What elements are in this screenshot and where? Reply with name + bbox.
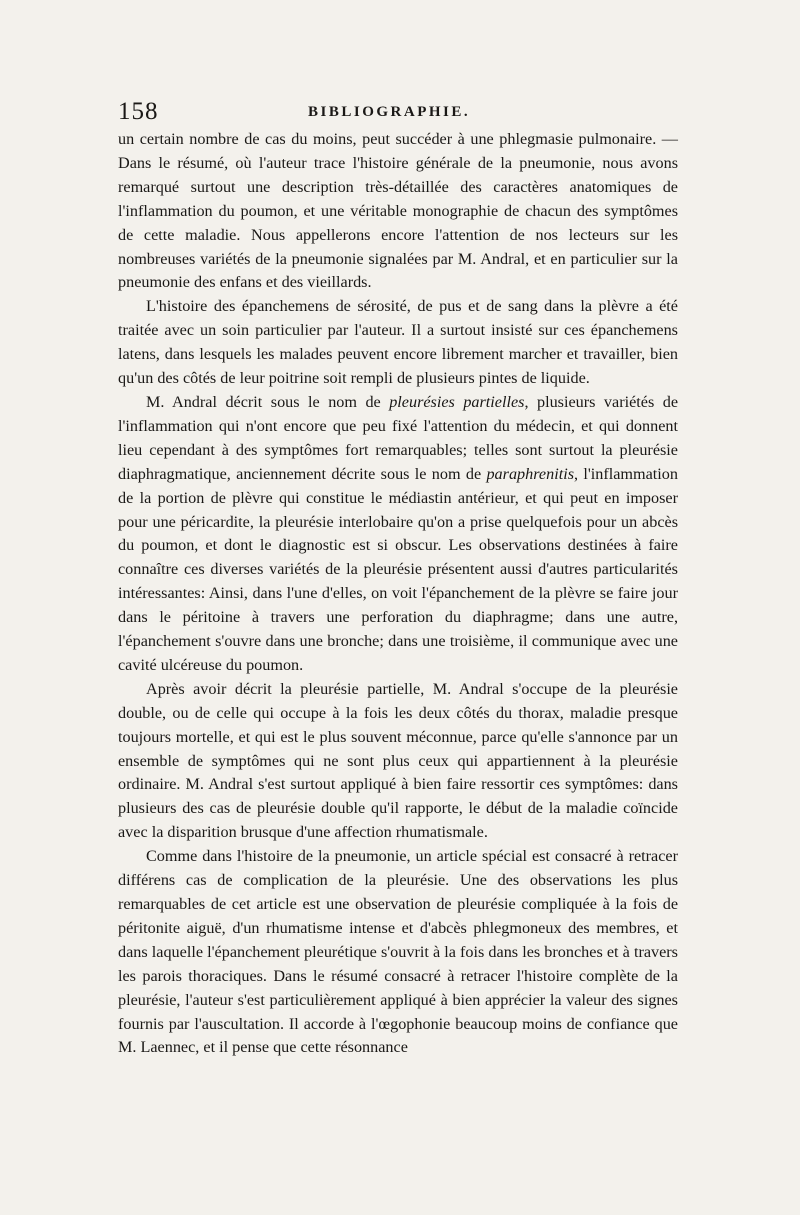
paragraph	[118, 295, 678, 391]
italic-term: pleurésies partielles	[389, 392, 525, 411]
text-run: un certain nombre de cas du moins, peut succéder à une phlegmasie pulmonaire. — Dans le résumé, où l'auteur trace l'histoire générale de la pneumonie, nous avons remarqué surtout une description très-détaillée des caractères anatomiques de l'inflammation du poumon, et une véritable monographie de chacun des symptômes de cette maladie. Nous appellerons encore l'attention de nos lecteurs sur les nombreuses variétés de la pneumonie signalées par M. Andral, et en particulier sur la pneumonie des enfans et des vieillards.	[118, 130, 678, 292]
paragraph	[118, 845, 678, 1060]
text-run: M. Andral décrit sous le nom de	[146, 392, 390, 411]
paragraph	[118, 678, 678, 845]
text-run: Après avoir décrit la pleurésie partielle, M. Andral s'occupe de la pleurésie double, ou de celle qui occupe à la fois les deux côtés du thorax, maladie presque toujours mortelle, et qui est le plus souvent méconnue, parce qu'elle s'annonce par un ensemble de symptômes qui ne sont plus ceux qui appartiennent à la pleurésie ordinaire. M. Andral s'est surtout appliqué à bien faire ressortir ces symptômes: dans plusieurs des cas de pleurésie double qu'il rapporte, le début de la maladie coïncide avec la disparition brusque d'une affection rhumatismale.	[118, 679, 678, 842]
paragraph	[118, 391, 678, 678]
page-header	[118, 98, 678, 128]
italic-term: paraphrenitis	[486, 464, 574, 483]
running-head: BIBLIOGRAPHIE.	[308, 104, 471, 120]
paragraph	[118, 128, 678, 295]
text-run: Comme dans l'histoire de la pneumonie, un article spécial est consacré à retracer différens cas de complication de la pleurésie. Une des observations les plus remarquables de cet article est une observation de pleurésie compliquée à la fois de péritonite aiguë, d'un rhumatisme intense et d'abcès phlegmoneux des membres, et dans laquelle l'épanchement pleurétique s'ouvrit à la fois dans les bronches et à travers les parois thoraciques. Dans le résumé consacré à retracer l'histoire complète de la pleurésie, l'auteur s'est particulièrement appliqué à bien apprécier la valeur des signes fournis par l'auscultation. Il accorde à l'œgophonie beaucoup moins de confiance que M. Laennec, et il pense que cette résonnance	[118, 847, 678, 1057]
text-run: , l'inflammation de la portion de plèvre qui constitue le médiastin antérieur, et qui peut en imposer pour une péricardite, la pleurésie interlobaire qu'on a prise quelquefois pour un abcès du poumon, et dont le diagnostic est si obscur. Les observations destinées à faire connaître ces diverses variétés de la pleurésie présentent aussi d'autres particularités intéressantes: Ainsi, dans l'une d'elles, on voit l'épanchement de la plèvre se faire jour dans le péritoine à travers une perforation du diaphragme; dans une autre, l'épanchement s'ouvre dans une bronche; dans une troisième, il communique avec une cavité ulcéreuse du poumon.	[118, 464, 678, 674]
page-number: 158	[118, 98, 159, 125]
text-run: L'histoire des épanchemens de sérosité, de pus et de sang dans la plèvre a été traitée avec un soin particulier par l'auteur. Il a surtout insisté sur ces épanchemens latens, dans lesquels les malades peuvent encore librement marcher et travailler, bien qu'un des côtés de leur poitrine soit rempli de plusieurs pintes de liquide.	[118, 297, 678, 388]
body-text	[118, 128, 678, 1060]
text-run: , plusieurs variétés de l'inflammation qui n'ont encore que peu fixé l'attention du médecin, et qui donnent lieu cependant à des symptômes fort remarquables; telles sont surtout la pleurésie diaphragmatique, anciennement décrite sous le nom de	[118, 392, 679, 483]
book-page	[118, 98, 678, 1060]
